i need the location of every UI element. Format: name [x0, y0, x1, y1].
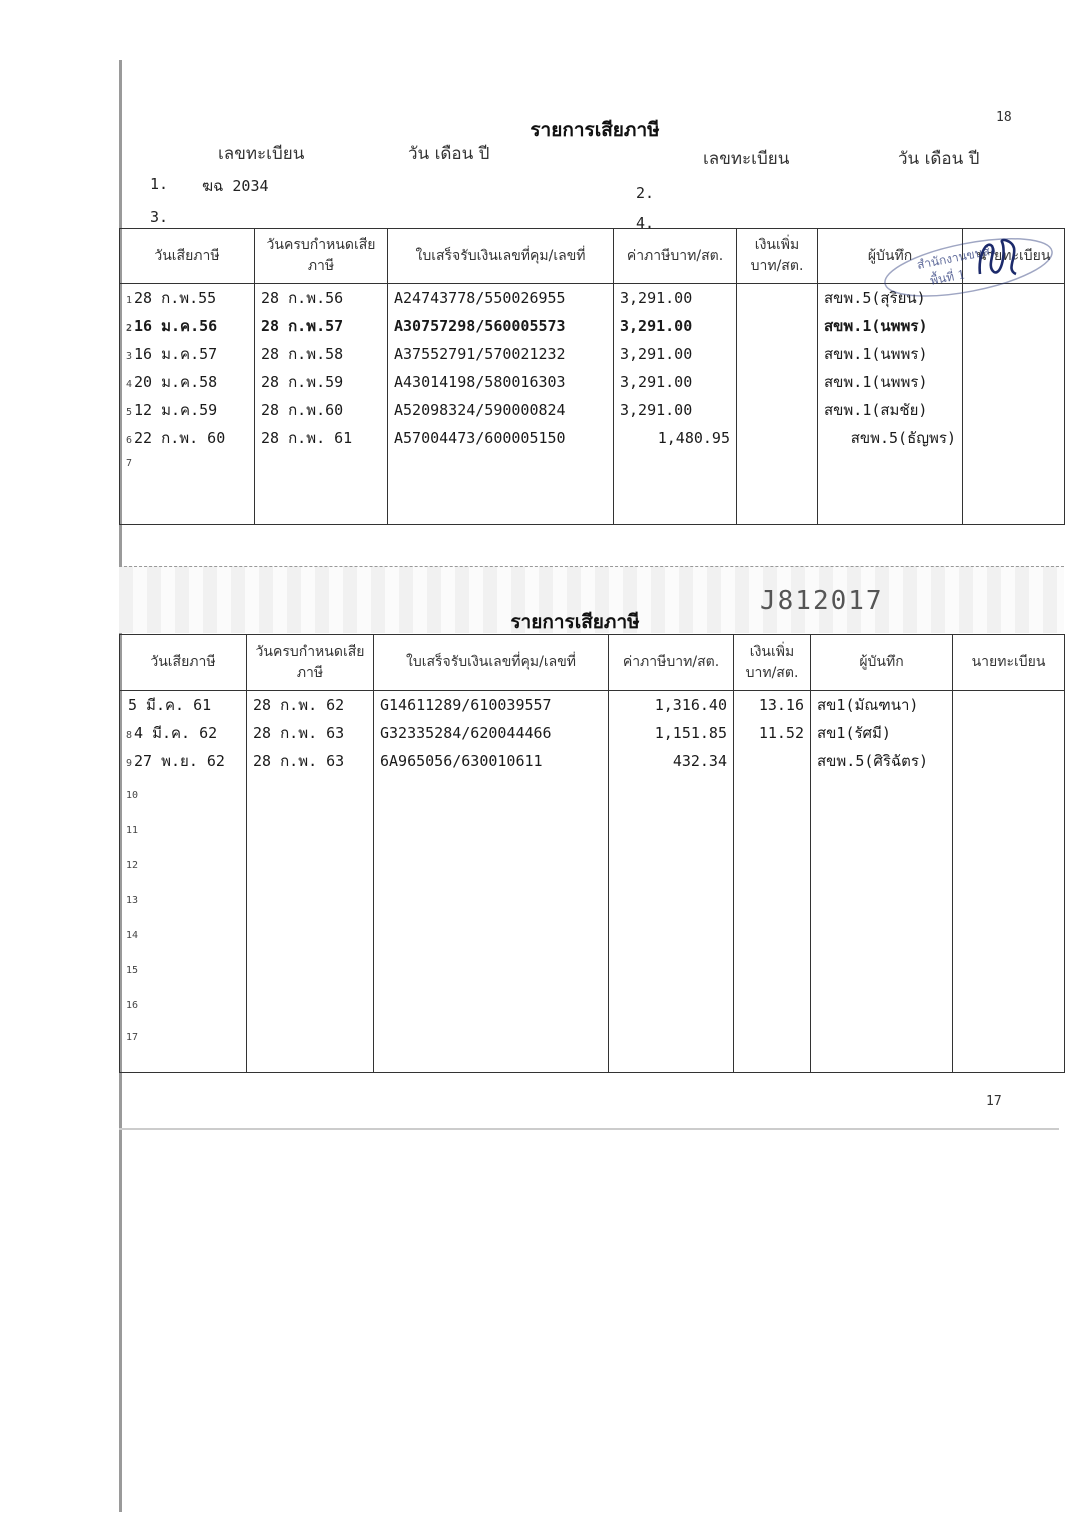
row-number: 14	[126, 929, 139, 941]
recorder: สขพ.1(นพพร)	[818, 368, 963, 396]
table-row	[120, 719, 1065, 747]
tax-table-2	[119, 634, 1065, 1073]
col-header-surcharge: เงินเพิ่มบาท/สต.	[737, 229, 818, 284]
col-header-pay-date: วันเสียภาษี	[120, 635, 247, 691]
surcharge-amount	[737, 368, 818, 396]
table-row	[120, 845, 1065, 880]
row-number: 17	[126, 1032, 139, 1043]
table-row	[120, 810, 1065, 845]
col-header-receipt: ใบเสร็จรับเงินเลขที่คุม/เลขที่	[374, 635, 609, 691]
tax-amount: 1,480.95	[614, 424, 737, 452]
due-date: 28 ก.พ.59	[255, 368, 388, 396]
due-date: 28 ก.พ.56	[255, 284, 388, 313]
row-number: 9	[126, 758, 133, 769]
pay-date: 16 ม.ค.57	[134, 345, 218, 363]
surcharge-amount	[737, 424, 818, 452]
row-number: 15	[126, 964, 139, 976]
tax-amount: 3,291.00	[614, 368, 737, 396]
row-number: 4	[126, 379, 133, 390]
due-date: 28 ก.พ. 61	[255, 424, 388, 452]
due-date: 28 ก.พ. 63	[247, 747, 374, 775]
table-row	[120, 396, 1065, 424]
row-number: 12	[126, 859, 139, 871]
tax-amount: 3,291.00	[614, 396, 737, 424]
registrar-cell	[963, 424, 1065, 452]
col-header-due-date: วันครบกำหนดเสียภาษี	[247, 635, 374, 691]
registrar-cell	[953, 747, 1065, 775]
row-number: 10	[126, 789, 139, 801]
col-header-recorder: ผู้บันทึก	[818, 229, 963, 284]
col-header-registrar: นายทะเบียน	[953, 635, 1065, 691]
table-row	[120, 691, 1065, 720]
recorder: สขพ.1(สมชัย)	[818, 396, 963, 424]
col-header-pay-date: วันเสียภาษี	[120, 229, 255, 284]
due-date: 28 ก.พ.57	[255, 312, 388, 340]
table-row	[120, 985, 1065, 1020]
reg-header-left: เลขทะเบียน	[218, 144, 305, 164]
table-row	[120, 775, 1065, 810]
pay-date: 22 ก.พ. 60	[134, 429, 226, 447]
registrar-cell	[963, 368, 1065, 396]
col-header-tax: ค่าภาษีบาท/สต.	[609, 635, 734, 691]
section-1-title: รายการเสียภาษี	[530, 119, 660, 141]
table-row	[120, 452, 1065, 524]
row-number: 3	[126, 351, 133, 362]
receipt-number: A52098324/590000824	[388, 396, 614, 424]
pay-date: 12 ม.ค.59	[134, 401, 218, 419]
recorder: สข1(รัศมี)	[811, 719, 953, 747]
col-header-registrar: นายทะเบียน	[963, 229, 1065, 284]
receipt-number: A37552791/570021232	[388, 340, 614, 368]
row-number: 6	[126, 435, 133, 446]
col-header-tax: ค่าภาษีบาท/สต.	[614, 229, 737, 284]
tax-amount: 3,291.00	[614, 340, 737, 368]
row-number: 8	[126, 730, 133, 741]
surcharge-amount	[737, 396, 818, 424]
recorder: สขพ.5(สุริยน)	[818, 284, 963, 313]
receipt-number: A30757298/560005573	[388, 312, 614, 340]
pay-date: 4 มี.ค. 62	[134, 724, 218, 742]
tax-amount: 3,291.00	[614, 284, 737, 313]
stamp-text-line-2: พื้นที่ 1	[929, 267, 967, 288]
pay-date: 28 ก.พ.55	[134, 289, 217, 307]
reg-header-right: เลขทะเบียน	[703, 149, 790, 169]
recorder: สขพ.1(นพพร)	[818, 312, 963, 340]
tax-amount: 1,316.40	[609, 691, 734, 720]
row-number: 13	[126, 894, 139, 906]
page-number-top: 18	[996, 110, 1012, 125]
col-header-receipt: ใบเสร็จรับเงินเลขที่คุม/เลขที่	[388, 229, 614, 284]
surcharge-amount: 13.16	[734, 691, 811, 720]
tax-amount: 3,291.00	[614, 312, 737, 340]
table-row	[120, 747, 1065, 775]
pay-date: 27 พ.ย. 62	[134, 752, 225, 770]
surcharge-amount: 11.52	[734, 719, 811, 747]
row-number: 11	[126, 824, 139, 836]
recorder: สขพ.5(ศิริฉัตร)	[811, 747, 953, 775]
tax-amount: 432.34	[609, 747, 734, 775]
table-row	[120, 880, 1065, 915]
receipt-number: A43014198/580016303	[388, 368, 614, 396]
surcharge-amount	[734, 747, 811, 775]
table-row	[120, 1020, 1065, 1072]
pay-date: 20 ม.ค.58	[134, 373, 218, 391]
registrar-cell	[963, 396, 1065, 424]
table-row	[120, 424, 1065, 452]
due-date: 28 ก.พ.58	[255, 340, 388, 368]
pay-date: 16 ม.ค.56	[134, 317, 218, 335]
registrar-cell	[963, 340, 1065, 368]
table-row	[120, 915, 1065, 950]
row-number: 16	[126, 999, 139, 1011]
receipt-number: G14611289/610039557	[374, 691, 609, 720]
col-header-surcharge: เงินเพิ่มบาท/สต.	[734, 635, 811, 691]
due-date: 28 ก.พ. 63	[247, 719, 374, 747]
due-date: 28 ก.พ. 62	[247, 691, 374, 720]
table-row	[120, 368, 1065, 396]
bottom-divider	[119, 1128, 1059, 1130]
entry-2-number: 2.	[636, 184, 655, 202]
date-header-left: วัน เดือน ปี	[408, 144, 490, 164]
recorder: สข1(มัณฑนา)	[811, 691, 953, 720]
receipt-number: A24743778/550026955	[388, 284, 614, 313]
registrar-signature	[972, 236, 1022, 282]
entry-4-number: 4.	[636, 214, 655, 232]
recorder: สขพ.1(นพพร)	[818, 340, 963, 368]
page-number-bottom: 17	[986, 1094, 1002, 1109]
section-2-title: รายการเสียภาษี	[510, 611, 640, 633]
registrar-cell	[953, 691, 1065, 720]
row-number: 2	[126, 323, 133, 334]
col-header-recorder: ผู้บันทึก	[811, 635, 953, 691]
recorder: สขพ.5(ธัญพร)	[818, 424, 963, 452]
due-date: 28 ก.พ.60	[255, 396, 388, 424]
row-number: 5	[126, 407, 133, 418]
surcharge-amount	[737, 340, 818, 368]
surcharge-amount	[737, 284, 818, 313]
col-header-due-date: วันครบกำหนดเสียภาษี	[255, 229, 388, 284]
partial-id: J812017	[760, 586, 884, 616]
surcharge-amount	[737, 312, 818, 340]
row-number: 1	[126, 295, 133, 306]
stamp-text-line-1: สำนักงานขนส่ง	[915, 243, 997, 272]
receipt-number: G32335284/620044466	[374, 719, 609, 747]
entry-1-number: 1.	[150, 175, 169, 193]
entry-3-number: 3.	[150, 208, 169, 226]
receipt-number: 6A965056/630010611	[374, 747, 609, 775]
table-row	[120, 340, 1065, 368]
row-number: 7	[126, 458, 133, 469]
date-header-right: วัน เดือน ปี	[898, 149, 980, 169]
pay-date: 5 มี.ค. 61	[128, 696, 212, 714]
tax-amount: 1,151.85	[609, 719, 734, 747]
registrar-cell	[963, 312, 1065, 340]
registrar-cell	[953, 719, 1065, 747]
entry-1-registration: ฆฉ 2034	[202, 177, 269, 195]
table-row	[120, 950, 1065, 985]
receipt-number: A57004473/600005150	[388, 424, 614, 452]
